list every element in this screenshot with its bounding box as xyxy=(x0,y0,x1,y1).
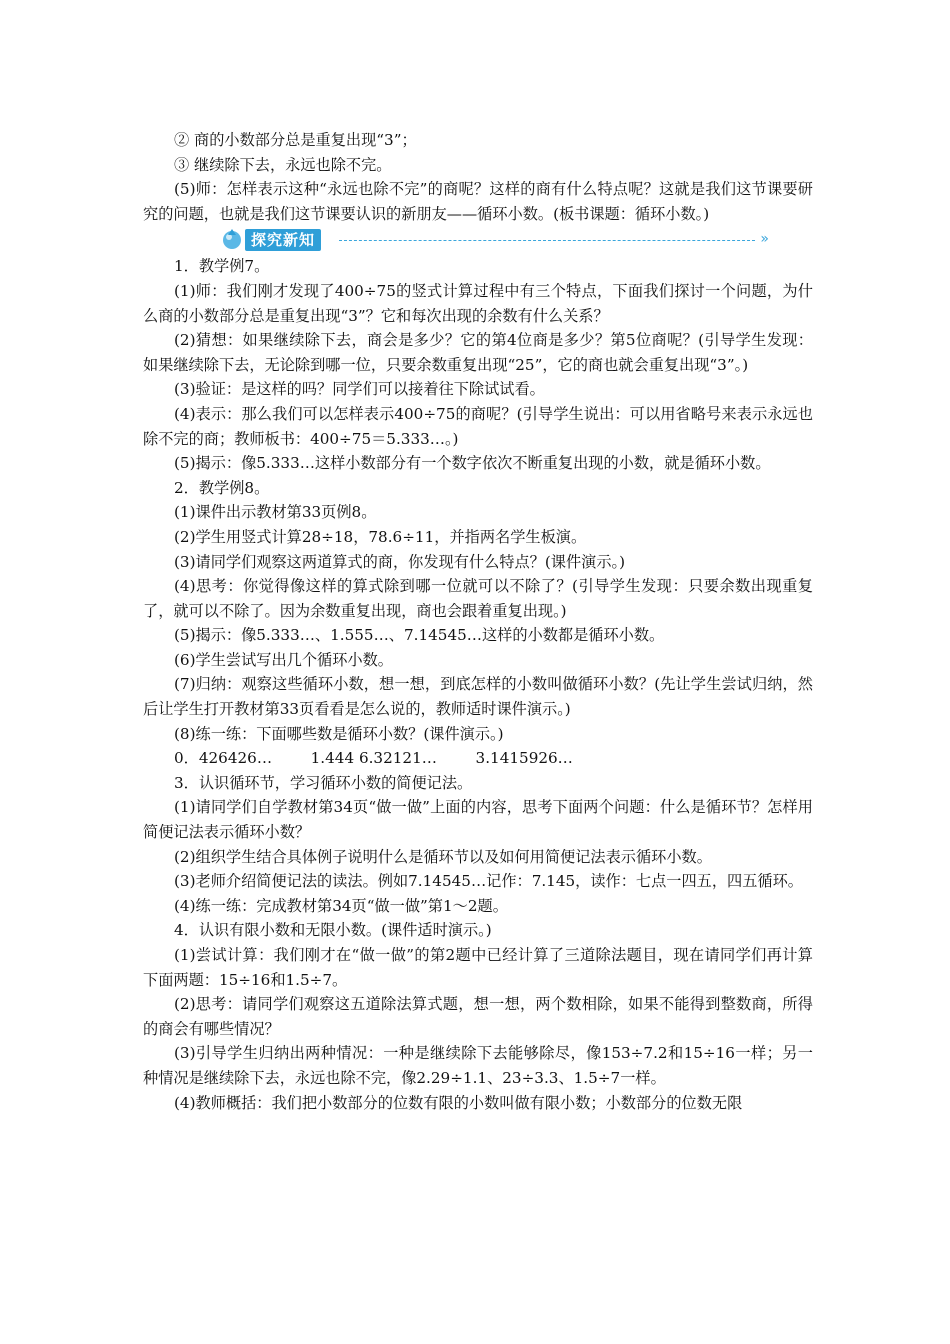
section-banner xyxy=(143,226,813,254)
paragraph: (2)学生用竖式计算28÷18，78.6÷11，并指两名学生板演。 xyxy=(174,527,587,546)
paragraph: (2)思考：请同学们观察这五道除法算式题，想一想，两个数相除，如果不能得到整数商，所得的商会有哪些情况？ xyxy=(143,995,813,1038)
paragraph: (2)组织学生结合具体例子说明什么是循环节以及如何用简便记法表示循环小数。 xyxy=(174,847,712,866)
paragraph: 4．认识有限小数和无限小数。(课件适时演示。) xyxy=(174,921,492,940)
body-section xyxy=(143,254,813,1115)
paragraph: (5)揭示：像5.333…、1.555…、7.14545…这样的小数都是循环小数。 xyxy=(174,626,665,645)
paragraph: (5)揭示：像5.333…这样小数部分有一个数字依次不断重复出现的小数，就是循环小数。 xyxy=(174,454,771,473)
paragraph: 2．教学例8。 xyxy=(174,478,270,497)
example-numbers: 0．426426… 1.444 6.32121… 3.1415926… xyxy=(174,749,573,768)
paragraph: (4)表示：那么我们可以怎样表示400÷75的商呢？(引导学生说出：可以用省略号来表示永远也除不完的商；教师板书：400÷75＝5.333…。) xyxy=(143,404,813,448)
paragraph: (3)引导学生归纳出两种情况：一种是继续除下去能够除尽，像153÷7.2和15÷16一样；另一种情况是继续除下去，永远也除不完，像2.29÷1.1、23÷3.3、1.5÷7一样。 xyxy=(143,1044,813,1087)
divider xyxy=(339,240,755,241)
double-chevron-icon: » xyxy=(760,231,769,248)
paragraph: (1)请同学们自学教材第34页“做一做”上面的内容，思考下面两个问题：什么是循环节？怎样用简便记法表示循环小数？ xyxy=(143,798,813,842)
paragraph: (3)验证：是这样的吗？同学们可以接着往下除试试看。 xyxy=(174,380,545,399)
paragraph: ② 商的小数部分总是重复出现“3”； xyxy=(174,131,417,149)
paragraph: 1．教学例7。 xyxy=(174,257,270,276)
intro-section xyxy=(143,128,813,226)
paragraph: (1)师：我们刚才发现了400÷75的竖式计算过程中有三个特点，下面我们探讨一个问题，为什么商的小数部分总是重复出现“3”？它和每次出现的余数有什么关系？ xyxy=(143,281,813,325)
document-page xyxy=(143,128,813,1115)
paragraph: (4)练一练：完成教材第34页“做一做”第1～2题。 xyxy=(174,896,508,915)
paragraph: (1)尝试计算：我们刚才在“做一做”的第2题中已经计算了三道除法题目，现在请同学们再计算下面两题：15÷16和1.5÷7。 xyxy=(143,946,813,989)
section-title: 探究新知 xyxy=(245,229,321,251)
paragraph: (7)归纳：观察这些循环小数，想一想，到底怎样的小数叫做循环小数？(先让学生尝试归纳，然后让学生打开教材第33页看看是怎么说的，教师适时课件演示。) xyxy=(143,675,813,719)
paragraph: 3．认识循环节，学习循环小数的简便记法。 xyxy=(174,773,473,792)
paragraph: (3)请同学们观察这两道算式的商，你发现有什么特点？(课件演示。) xyxy=(174,552,626,571)
paragraph: (3)老师介绍简便记法的读法。例如7.14545…记作：7.145，读作：七点一四五，四五循环。 xyxy=(174,872,803,891)
paragraph: ③ 继续除下去，永远也除不完。 xyxy=(174,155,392,174)
paragraph: (5)师：怎样表示这种“永远也除不完”的商呢？这样的商有什么特点呢？这就是我们这节课要研究的问题，也就是我们这节课要认识的新朋友——循环小数。(板书课题：循环小数。) xyxy=(143,180,813,223)
paragraph: (4)思考：你觉得像这样的算式除到哪一位就可以不除了？(引导学生发现：只要余数出现重复了，就可以不除了。因为余数重复出现，商也会跟着重复出现。) xyxy=(143,577,813,620)
water-drop-icon xyxy=(221,228,243,250)
paragraph: (6)学生尝试写出几个循环小数。 xyxy=(174,650,393,669)
paragraph: (1)课件出示教材第33页例8。 xyxy=(174,503,377,522)
paragraph: (2)猜想：如果继续除下去，商会是多少？它的第4位商是多少？第5位商呢？(引导学生发现：如果继续除下去，无论除到哪一位，只要余数重复出现“25”，它的商也就会重复出现“3”。) xyxy=(143,331,813,374)
paragraph: (8)练一练：下面哪些数是循环小数？(课件演示。) xyxy=(174,724,504,743)
paragraph: (4)教师概括：我们把小数部分的位数有限的小数叫做有限小数；小数部分的位数无限 xyxy=(174,1093,743,1112)
